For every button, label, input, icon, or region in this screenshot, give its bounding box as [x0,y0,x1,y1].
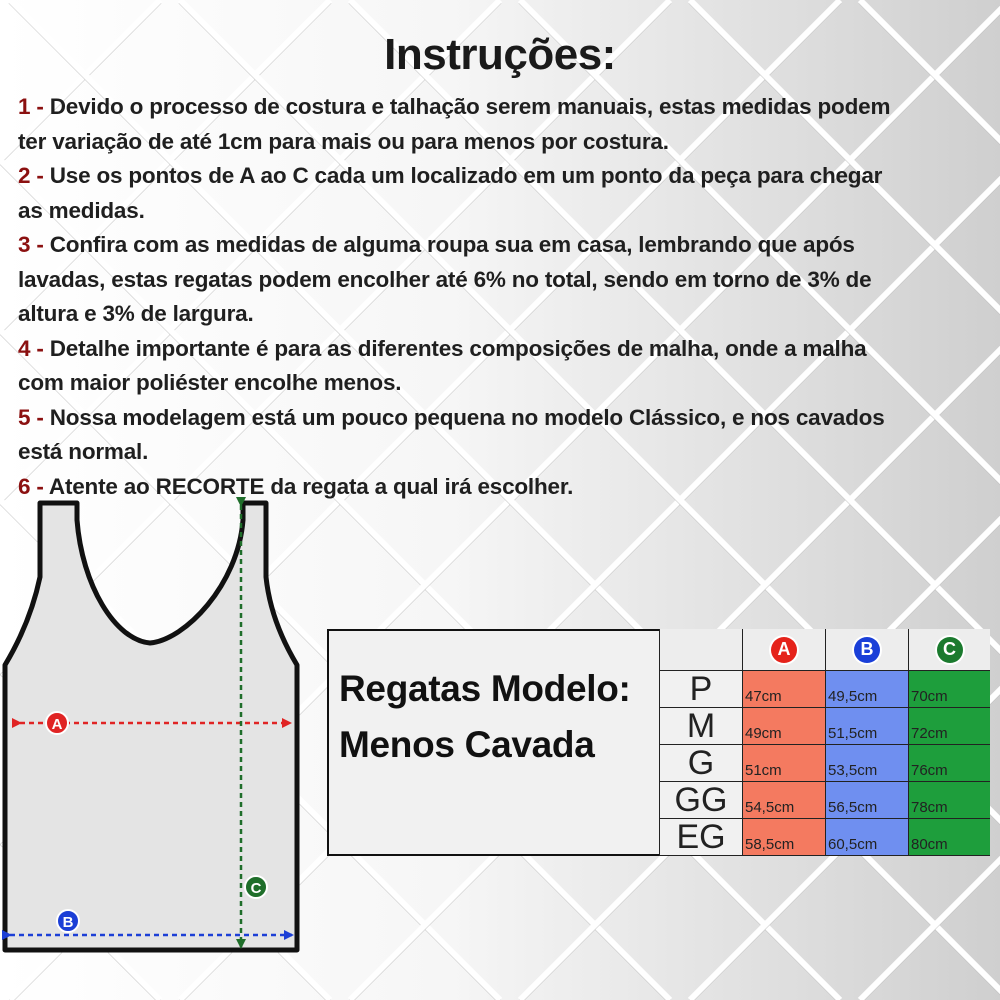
value-a: 47cm [742,671,825,708]
size-cell: M [659,708,742,745]
instruction-number: 3 - [18,232,44,257]
instruction-text: Nossa modelagem está um pouco pequena no modelo Clássico, e nos cavados [49,404,885,430]
badge-c: C [937,637,963,663]
badge-a: A [771,637,797,663]
instruction-text: Use os pontos de A ao C cada um localizado em um ponto da peça para chegar [49,163,883,188]
instruction-3 [18,228,993,332]
instruction-text: lavadas, estas regatas podem encolher até 6% no total, sendo em torno de 3% de [18,266,872,292]
model-label [339,661,659,773]
instruction-text: Confira com as medidas de alguma roupa sua em casa, lembrando que após [49,232,855,257]
instruction-text: ter variação de até 1cm para mais ou para menos por costura. [18,128,669,154]
value-c: 78cm [908,782,990,819]
value-a: 51cm [742,745,825,782]
tank-top-diagram [0,495,320,960]
instruction-4 [18,332,993,401]
size-cell: GG [659,782,742,819]
value-c: 80cm [908,819,990,856]
value-b: 56,5cm [825,782,908,819]
value-a: 54,5cm [742,782,825,819]
instruction-number: 4 - [18,335,44,361]
value-c: 76cm [908,745,990,782]
instruction-number: 6 - [18,473,44,499]
instruction-number: 1 - [18,94,44,119]
instructions-list [18,90,993,504]
value-b: 51,5cm [825,708,908,745]
marker-c [245,876,267,898]
instruction-text: Atente ao RECORTE da regata a qual irá escolher. [48,473,574,499]
header-b [825,629,908,671]
instruction-5 [18,401,993,470]
size-cell: EG [659,819,742,856]
instruction-text: altura e 3% de largura. [18,301,254,326]
instruction-text: as medidas. [18,197,145,223]
header-a [742,629,825,671]
size-cell: G [659,745,742,782]
value-b: 53,5cm [825,745,908,782]
value-a: 58,5cm [742,819,825,856]
value-c: 72cm [908,708,990,745]
marker-c-label: C [250,880,262,897]
instruction-text: Detalhe importante é para as diferentes composições de malha, onde a malha [49,335,867,361]
instruction-2 [18,159,993,228]
size-table [659,629,992,856]
instruction-number: 2 - [18,163,44,188]
table-corner [659,629,742,671]
value-a: 49cm [742,708,825,745]
page-title: Instruções: [384,30,616,79]
instruction-number: 5 - [18,404,44,430]
marker-a [46,712,68,734]
instruction-text: está normal. [18,439,149,464]
instruction-text: com maior poliéster encolhe menos. [18,370,402,395]
model-label-line-1: Regatas Modelo: [339,668,631,709]
instruction-1 [18,90,993,159]
instruction-text: Devido o processo de costura e talhação serem manuais, estas medidas podem [49,94,891,119]
badge-b: B [854,637,880,663]
marker-a-label: A [51,716,63,733]
value-b: 60,5cm [825,819,908,856]
size-cell: P [659,671,742,708]
value-b: 49,5cm [825,671,908,708]
marker-b [57,910,79,932]
header-c [908,629,990,671]
marker-b-label: B [62,914,74,931]
size-table-panel [327,629,990,856]
value-c: 70cm [908,671,990,708]
model-label-line-2: Menos Cavada [339,724,595,765]
